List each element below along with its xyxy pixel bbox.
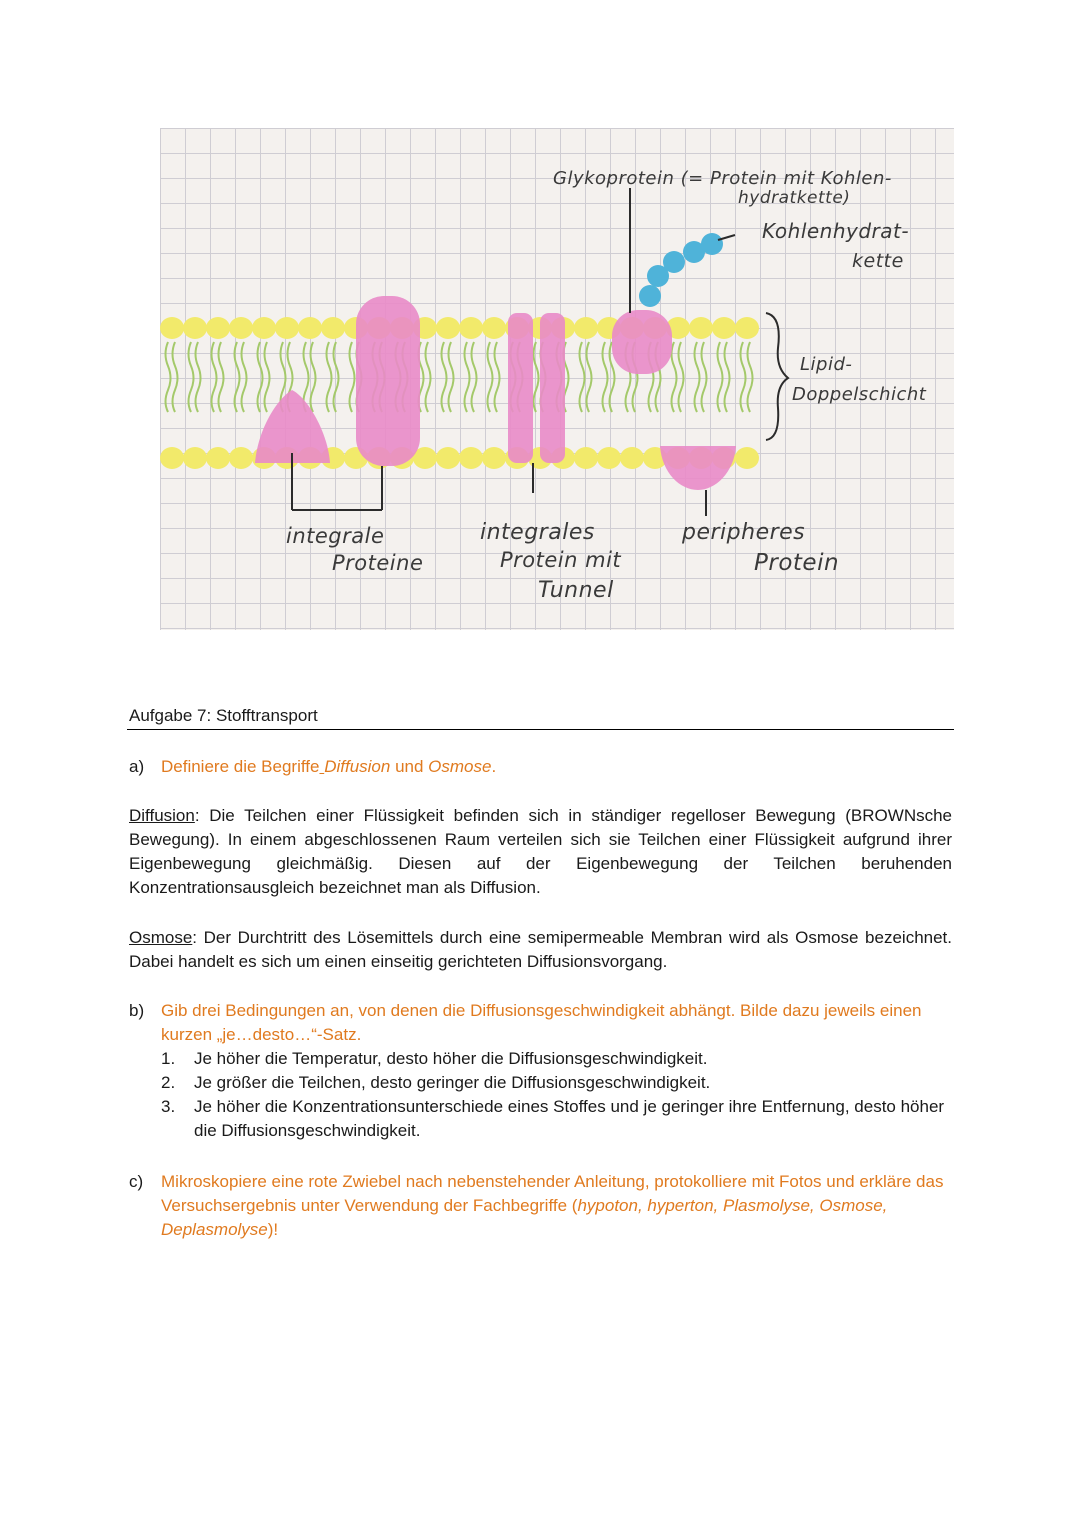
label-lipid-1: Lipid- [800,354,853,375]
lipid-tail [695,342,700,412]
lipid-head [482,447,506,469]
lipid-tail [350,342,355,412]
label-tunnel-3: Tunnel [538,578,614,603]
label-tunnel-1: integrales [480,520,595,545]
lipid-head [183,447,207,469]
label-tunnel-2: Protein mit [500,548,622,572]
question-a-prefix: Definiere die Begriffe [161,757,320,776]
label-kohlenhydrat-1: Kohlenhydrat- [762,219,910,243]
lipid-head [229,317,253,339]
membrane-diagram-photo [160,128,954,630]
lipid-head [252,317,276,339]
lipid-tail [235,342,240,412]
diffusion-text: : Die Teilchen einer Flüssigkeit befinden sich in ständiger regelloser Bewegung (BROWNsche Bewegung). In einem abgeschlossenen Raum verteilen sich sie Teilchen einer Flüssigkeit aufgrund ihrer Eigenbewegung gleichmäßig. Diesen auf der Eigenbewegung der Teilchen beruhenden Konzentrationsausgleich bezeichnet man als Diffusion. [129,806,952,897]
lipid-tail [173,342,178,412]
lipid-tail [327,342,332,412]
list-item [161,1071,951,1095]
lipid-tail [679,342,684,412]
lipid-tail [334,342,339,412]
label-glykoprotein-1: Glykoprotein (= Protein mit Kohlen- [553,168,892,189]
lipid-tail [196,342,201,412]
diffusion-definition [129,804,952,900]
lipid-tail [442,342,447,412]
lipid-head [275,317,299,339]
label-glykoprotein-2: hydratkette) [738,188,851,208]
question-c-end: )! [267,1220,279,1239]
lipid-head [160,317,184,339]
lipid-head [689,317,713,339]
lipid-head [206,317,230,339]
list-item-number: 3. [161,1097,176,1116]
lipid-head [160,447,184,469]
diffusion-term: Diffusion [129,806,195,825]
lipid-head [298,317,322,339]
lipid-head [321,317,345,339]
task-title: Aufgabe 7: Stofftransport [129,706,318,725]
question-c-label: c) [129,1172,144,1191]
lipid-head [735,447,759,469]
lipid-tail [587,342,592,412]
list-item-text: Je größer die Teilchen, desto geringer die Diffusionsgeschwindigkeit. [194,1073,711,1092]
lipid-head [712,317,736,339]
osmose-text: : Der Durchtritt des Lösemittels durch eine semipermeable Membran wird als Osmose bezeichnet. Dabei handelt es sich um einen einseitig gerichteten Diffusionsvorgang. [129,928,952,971]
question-b [129,999,952,1047]
lipid-tail [465,342,470,412]
lipid-tail [219,342,224,412]
lipid-tail [741,342,746,412]
osmose-term: Osmose [129,928,193,947]
lipid-head [206,447,230,469]
label-lipid-2: Doppelschicht [792,384,927,405]
list-item-number: 2. [161,1073,176,1092]
carbohydrate-chain [639,233,723,307]
lipid-head [735,317,759,339]
lipid-tail [534,342,539,412]
label-integrale-1: integrale [286,524,385,548]
integral-protein-triangle [255,390,330,463]
label-peripheres-2: Protein [754,550,840,576]
lipid-head [574,447,598,469]
lipid-head [574,317,598,339]
osmose-definition [129,926,952,974]
question-a-term-osmose: Osmose [428,757,492,776]
title-underline [127,729,954,730]
question-c-terms: hypoton, hyperton, Plasmolyse, Osmose, Deplasmolyse [161,1196,888,1239]
lipid-tail [672,342,677,412]
list-item-text: Je höher die Temperatur, desto höher die Diffusionsgeschwindigkeit. [194,1049,708,1068]
question-a-text [161,755,956,779]
question-a-label: a) [129,757,145,776]
tunnel-protein-left [508,313,533,463]
lipid-tail [242,342,247,412]
list-item [161,1095,951,1143]
question-a-und: und [395,757,424,776]
question-b-label: b) [129,1001,145,1020]
conditions-list [161,1047,951,1143]
lipid-tail [580,342,585,412]
glycoprotein [612,310,672,374]
question-a-end: . [491,757,497,776]
lipid-tail [603,342,608,412]
lipid-tail [311,342,316,412]
lipid-tail [212,342,217,412]
integral-protein-large [356,296,420,466]
lipid-head [459,447,483,469]
question-c-body: Mikroskopiere eine rote Zwiebel nach nebenstehender Anleitung, protokolliere mit Fotos und erkläre das Versuchsergebnis unter Verwendung der Fachbegriffe ( [161,1172,944,1215]
lipid-tail [472,342,477,412]
label-integrale-2: Proteine [332,551,424,575]
carbohydrate-unit [701,233,723,255]
carbohydrate-unit [663,251,685,273]
lipid-tail [495,342,500,412]
lipid-head [436,317,460,339]
lipid-head [597,447,621,469]
tunnel-protein-right [540,313,565,463]
lipid-tail [748,342,753,412]
label-peripheres-1: peripheres [682,520,806,545]
lipid-tail [426,342,431,412]
carbohydrate-unit [639,285,661,307]
lipid-tail [718,342,723,412]
lipid-tail [488,342,493,412]
lipid-tail [189,342,194,412]
question-b-text: Gib drei Bedingungen an, von denen die Diffusionsgeschwindigkeit abhängt. Bilde dazu jeweils einen kurzen „je…desto…“-Satz. [161,1001,922,1044]
label-kohlenhydrat-2: kette [852,250,904,272]
question-a [129,755,952,779]
lipid-tail [449,342,454,412]
lipid-head [620,447,644,469]
lipid-head [482,317,506,339]
question-c [129,1170,952,1242]
list-item-text: Je höher die Konzentrationsunterschiede eines Stoffes und je geringer ihre Entfernung, desto höher die Diffusionsgeschwindigkeit. [194,1097,945,1140]
lipid-tail [702,342,707,412]
lipid-tail [725,342,730,412]
list-item [161,1047,951,1071]
lipid-tail [166,342,171,412]
lipid-head [436,447,460,469]
lipid-tail [258,342,263,412]
lipid-tail [265,342,270,412]
question-a-term-diffusion: Diffusion [324,757,391,776]
question-c-text [161,1170,956,1242]
lipid-head [229,447,253,469]
list-item-number: 1. [161,1049,176,1068]
lipid-head [459,317,483,339]
lipid-head [183,317,207,339]
peripheral-protein [660,446,736,490]
